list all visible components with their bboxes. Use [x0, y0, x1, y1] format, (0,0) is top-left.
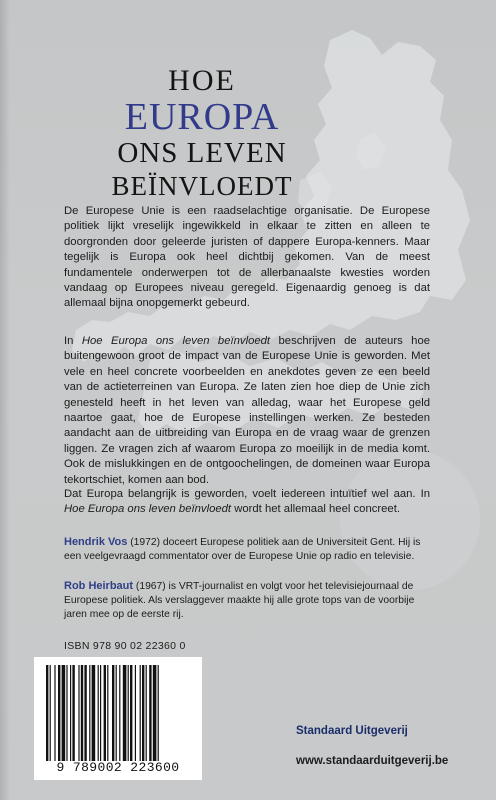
barcode-bar — [135, 665, 136, 761]
blurb-in: In — [64, 335, 82, 347]
barcode-bar — [149, 665, 151, 761]
barcode-bar — [81, 665, 83, 761]
book-title — [102, 64, 302, 202]
author-bio-2 — [64, 579, 430, 622]
barcode-bar — [153, 665, 157, 761]
barcode-bar — [100, 665, 101, 761]
title-line-3: ONS LEVEN — [117, 137, 287, 169]
title-line-1: HOE — [168, 64, 236, 97]
barcode-bar — [140, 665, 141, 761]
barcode — [34, 657, 202, 780]
author-name: Hendrik Vos — [64, 536, 128, 548]
barcode-bar — [104, 665, 106, 761]
barcode-bar — [98, 665, 99, 761]
barcode-bar — [72, 665, 74, 761]
blurb-paragraph-2 — [64, 334, 430, 488]
barcode-bar — [130, 665, 132, 761]
barcode-bar — [89, 665, 90, 761]
author-bio-text: (1972) doceert Europese politiek aan de Universiteit Gent. Hij is een veelgevraagd commentator over de Europese Unie op radio en televisie. — [64, 537, 421, 562]
barcode-bar — [123, 665, 127, 761]
barcode-bar — [66, 665, 67, 761]
blurb-paragraph-3-start: Dat Europa belangrijk is geworden, voelt iedereen intuïtief wel aan. In — [64, 488, 430, 500]
publisher-website: www.standaarduitgeverij.be — [296, 755, 449, 767]
barcode-bar — [62, 665, 66, 761]
blurb-paragraph-2-text: beschrijven de auteurs hoe buitengewoon groot de impact van de Europese Unie is geworden. Met vele en heel concrete voorbeelden en anekdotes geven ze een beeld van de actieterreinen van Europa. Ze laten zien hoe diep de Unie zich genesteld heeft in het leven van alledag, waar het Europese geld naartoe gaat, hoe de Europese instellingen werken. Ze besteden aandacht aan de uitbreiding van Europa en de vraag waar de grenzen liggen. Ze vragen zich af waarom Europa zo moeilijk in de media komt. Ook de mislukkingen en de ontgoochelingen, de domeinen waar Europa tekortschiet, komen aan bod. — [64, 335, 431, 486]
barcode-digits: 9 789002 223600 — [56, 760, 180, 775]
barcode-bar — [50, 665, 51, 761]
author-name: Rob Heirbaut — [64, 580, 134, 592]
blurb-paragraph-3 — [64, 487, 430, 518]
author-bio-text: (1967) is VRT-journalist en volgt voor het televisiejournaal de Europese politiek. Als verslaggever maakte hij alle grote tops van de voorbije jaren mee op de eerste rij. — [64, 581, 415, 620]
barcode-bar — [119, 665, 120, 761]
barcode-bar — [107, 665, 108, 761]
title-line-2: EUROPA — [124, 96, 280, 138]
barcode-bar — [46, 665, 48, 761]
barcode-bar — [70, 665, 71, 761]
book-title-italic: Hoe Europa ons leven beïnvloedt — [81, 335, 271, 347]
title-line-4: BEÏNVLOEDT — [111, 171, 293, 201]
barcode-bar — [112, 665, 114, 761]
barcode-bar — [142, 665, 144, 761]
barcode-bar — [78, 665, 79, 761]
barcode-bar — [146, 665, 147, 761]
barcode-bar — [116, 665, 117, 761]
publisher-name: Standaard Uitgeverij — [296, 725, 408, 737]
barcode-bar — [84, 665, 86, 761]
blurb-paragraph-1: De Europese Unie is een raadselachtige organisatie. De Europese politiek lijkt vreselijk ingewikkeld in elkaar te zitten en alleen te doorgronden door geleerde juristen of dappere Europa-kenners. Maar tegelijk is Europa ook heel dichtbij gekomen. Van de meest fundamentele onderwerpen tot de allerbanaalste kwesties worden vandaag op Europees niveau geregeld. Eigenaardig genoeg is dat allemaal bijna onopgemerkt gebeurd. — [64, 205, 430, 310]
barcode-bar — [128, 665, 129, 761]
barcode-bars — [46, 665, 196, 761]
barcode-bar — [92, 665, 96, 761]
barcode-bar — [58, 665, 60, 761]
blurb-paragraph-3-end: wordt het allemaal heel concreet. — [231, 503, 400, 516]
isbn-number: ISBN 978 90 02 22360 0 — [64, 640, 186, 652]
book-title-italic-2: Hoe Europa ons leven beïnvloedt — [64, 503, 232, 516]
barcode-bar — [158, 665, 159, 761]
barcode-bar — [54, 665, 55, 761]
author-bio-1 — [64, 535, 430, 564]
